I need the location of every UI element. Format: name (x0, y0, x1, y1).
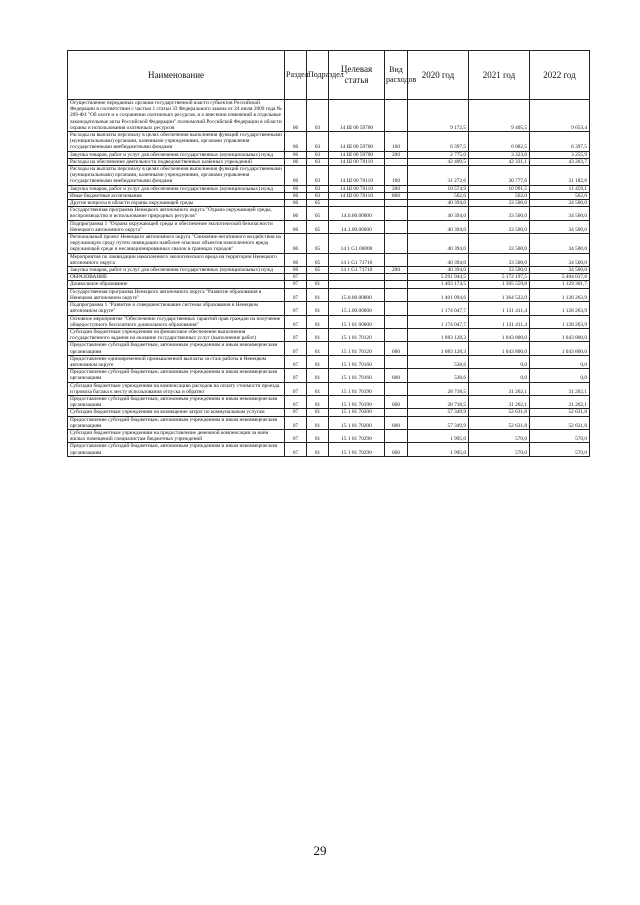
cell-target: 14.1.00.00000 (329, 220, 385, 233)
cell-sec: 06 (285, 192, 307, 199)
cell-sub: 03 (307, 132, 329, 152)
cell-sub: 01 (307, 429, 329, 442)
cell-sec: 07 (285, 409, 307, 416)
cell-sub: 05 (307, 234, 329, 254)
cell-target: 15 1 01 70200 (329, 416, 385, 429)
cell-y2020: 28 718,5 (408, 382, 469, 395)
cell-sec: 06 (285, 234, 307, 254)
cell-type (385, 409, 408, 416)
cell-sub: 03 (307, 151, 329, 158)
cell-y2021: 3 323,0 (469, 151, 530, 158)
cell-name: Подпрограмма 1 "Развитие и совершенствование системы образования в Ненецком автономном округе" (68, 302, 285, 315)
cell-type: 200 (385, 267, 408, 274)
cell-y2020: 6 397,5 (408, 132, 469, 152)
cell-name: Другие вопросы в области охраны окружающей среды (68, 200, 285, 207)
table-row (68, 409, 590, 416)
col-header-subsection: Подраздел (307, 51, 329, 100)
cell-target: 14 1 G1 71710 (329, 253, 385, 266)
table-row (68, 100, 590, 132)
table-row (68, 342, 590, 355)
cell-y2022: 34 500,0 (530, 267, 590, 274)
cell-sec: 07 (285, 443, 307, 456)
cell-sub: 01 (307, 416, 329, 429)
cell-sec: 06 (285, 267, 307, 274)
cell-y2021: 33 500,0 (469, 253, 530, 266)
cell-name: Региональный проект Ненецкого автономного округа "Снижение негативного воздействия на окружающую среду путем ликвидации наиболее опасных объектов накопленного вреда окружающей среде и несанкционированных свалок в границах городов" (68, 234, 285, 254)
cell-target: 15 1 01 70290 (329, 443, 385, 456)
cell-y2021: 1 364 522,0 (469, 288, 530, 301)
table-row (68, 416, 590, 429)
cell-target: 14 1 G1 71710 (329, 267, 385, 274)
cell-type (385, 328, 408, 341)
cell-type (385, 253, 408, 266)
table-row (68, 443, 590, 456)
cell-y2022: 1 043 800,0 (530, 342, 590, 355)
cell-y2021: 9 405,5 (469, 100, 530, 132)
cell-type (385, 200, 408, 207)
cell-type: 100 (385, 166, 408, 186)
cell-name: Предоставление субсидий бюджетным, автономным учреждениям и иным некоммерческим организациям (68, 369, 285, 382)
cell-sub: 05 (307, 267, 329, 274)
cell-sub: 01 (307, 288, 329, 301)
cell-name: Дошкольное образование (68, 281, 285, 288)
cell-y2020: 1 995,0 (408, 429, 469, 442)
cell-type: 600 (385, 395, 408, 408)
cell-y2022: 34 500,0 (530, 200, 590, 207)
cell-y2022: 570,0 (530, 429, 590, 442)
table-row (68, 207, 590, 220)
cell-sec: 07 (285, 274, 307, 281)
table-header-row (68, 51, 590, 100)
cell-sub: 01 (307, 382, 329, 395)
cell-sec: 07 (285, 416, 307, 429)
cell-y2021: 33 500,0 (469, 234, 530, 254)
cell-y2022: 570,0 (530, 443, 590, 456)
cell-target: 15 1 01 70120 (329, 328, 385, 341)
cell-y2022: 3 255,9 (530, 151, 590, 158)
cell-sub: 01 (307, 328, 329, 341)
cell-y2020: 1 174 047,7 (408, 302, 469, 315)
cell-y2020: 2 775,0 (408, 151, 469, 158)
cell-y2021: 33 500,0 (469, 200, 530, 207)
cell-name: Субсидии бюджетным учреждениям на компенсацию расходов на оплату стоимости проезда и провоза багажа к месту использования отпуска и обратно (68, 382, 285, 395)
cell-type (385, 234, 408, 254)
cell-type: 600 (385, 369, 408, 382)
cell-type (385, 100, 408, 132)
cell-sec: 07 (285, 355, 307, 368)
cell-name: Государственная программа Ненецкого автономного округа "Охрана окружающей среды, воспроизводство и использование природных ресурсов" (68, 207, 285, 220)
cell-y2021: 31 262,1 (469, 395, 530, 408)
table-row (68, 288, 590, 301)
page-number: 29 (313, 843, 327, 858)
cell-type (385, 302, 408, 315)
cell-y2022: 34 500,0 (530, 207, 590, 220)
cell-sub: 01 (307, 355, 329, 368)
table-row (68, 132, 590, 152)
cell-sec: 07 (285, 342, 307, 355)
cell-sec: 07 (285, 281, 307, 288)
cell-type (385, 220, 408, 233)
cell-y2021: 1 365 559,8 (469, 281, 530, 288)
table-row (68, 267, 590, 274)
cell-target: 15 1 01 70190 (329, 395, 385, 408)
cell-y2020: 40 394,0 (408, 253, 469, 266)
cell-y2022: 1 128 263,9 (530, 288, 590, 301)
cell-sec: 06 (285, 200, 307, 207)
cell-sec: 06 (285, 207, 307, 220)
cell-y2021: 562,0 (469, 192, 530, 199)
cell-name: Субсидии бюджетным учреждениям на предоставление денежной компенсации за наём жилых помещений специалистам бюджетных учреждений (68, 429, 285, 442)
cell-type (385, 355, 408, 368)
col-header-name: Наименование (68, 51, 285, 100)
col-header-2021: 2021 год (469, 51, 530, 100)
cell-target (329, 281, 385, 288)
cell-sec: 07 (285, 315, 307, 328)
cell-y2020: 40 394,0 (408, 200, 469, 207)
table-row (68, 220, 590, 233)
cell-y2020: 40 394,0 (408, 220, 469, 233)
cell-sub: 01 (307, 395, 329, 408)
cell-sub: 01 (307, 342, 329, 355)
table-row (68, 369, 590, 382)
table-row (68, 192, 590, 199)
cell-type (385, 429, 408, 442)
cell-type (385, 158, 408, 165)
cell-sec: 07 (285, 369, 307, 382)
cell-target: 14 Ш 00 70110 (329, 166, 385, 186)
cell-name: Предоставление единовременной промышленной выплаты за стаж работы в Ненецком автономном округе (68, 355, 285, 368)
cell-type (385, 281, 408, 288)
cell-sub: 03 (307, 100, 329, 132)
cell-sec: 06 (285, 253, 307, 266)
cell-y2021: 31 262,1 (469, 382, 530, 395)
col-header-target: Целевая статья (329, 51, 385, 100)
cell-sub (307, 274, 329, 281)
cell-target: 14 Ш 00 70110 (329, 192, 385, 199)
table-row (68, 158, 590, 165)
cell-y2020: 40 394,0 (408, 207, 469, 220)
cell-y2022: 34 500,0 (530, 253, 590, 266)
cell-y2021: 33 500,0 (469, 207, 530, 220)
cell-target: 14 1 G1 00000 (329, 234, 385, 254)
cell-y2022: 31 262,1 (530, 382, 590, 395)
cell-y2020: 562,0 (408, 192, 469, 199)
cell-y2021: 1 043 800,0 (469, 328, 530, 341)
table-row (68, 355, 590, 368)
cell-y2021: 52 631,8 (469, 409, 530, 416)
cell-sub: 01 (307, 302, 329, 315)
cell-y2020: 57 349,9 (408, 409, 469, 416)
cell-y2022: 1 128 263,9 (530, 302, 590, 315)
cell-y2021: 33 500,0 (469, 267, 530, 274)
cell-name: Предоставление субсидий бюджетным, автономным учреждениям и иным некоммерческим организациям (68, 395, 285, 408)
cell-y2021: 1 043 800,0 (469, 342, 530, 355)
cell-name: Осуществление переданных органам государственной власти субъектов Российской Федерации в соответствии с частью 1 статьи 33 Федерального закона от 24 июля 2009 года № 209-ФЗ "Об охоте и о сохранении охотничьих ресурсов, и о внесении изменений в отдельные законодательные акты Российской Федерации" полномочий Российской Федерации в области охраны и использования охотничьих ресурсов (68, 100, 285, 132)
table-row (68, 166, 590, 186)
cell-type: 600 (385, 443, 408, 456)
cell-y2022: 34 500,0 (530, 234, 590, 254)
cell-name: Иные бюджетные ассигнования (68, 192, 285, 199)
table-body (68, 100, 590, 457)
table-row (68, 281, 590, 288)
table-row (68, 302, 590, 315)
cell-sub: 01 (307, 443, 329, 456)
cell-sec: 06 (285, 151, 307, 158)
cell-y2022: 9 653,4 (530, 100, 590, 132)
cell-name: Субсидии бюджетным учреждениям на возмещение затрат по коммунальным услугам (68, 409, 285, 416)
cell-y2020: 538,6 (408, 369, 469, 382)
cell-y2022: 52 631,8 (530, 416, 590, 429)
col-header-2020: 2020 год (408, 51, 469, 100)
cell-y2022: 1 129 301,7 (530, 281, 590, 288)
table-row (68, 185, 590, 192)
cell-y2021: 6 082,5 (469, 132, 530, 152)
cell-target: 14.0.00.00000 (329, 207, 385, 220)
table-row (68, 274, 590, 281)
table-row (68, 151, 590, 158)
table-row (68, 382, 590, 395)
cell-y2022: 34 500,0 (530, 220, 590, 233)
col-header-section: Раздел (285, 51, 307, 100)
cell-y2022: 1 128 263,9 (530, 315, 590, 328)
cell-sub: 01 (307, 369, 329, 382)
cell-sec: 06 (285, 158, 307, 165)
budget-table (67, 50, 590, 457)
cell-target: 15 1 01 70190 (329, 382, 385, 395)
cell-y2020: 538,6 (408, 355, 469, 368)
cell-target: 15.0.00.00000 (329, 288, 385, 301)
cell-type (385, 288, 408, 301)
cell-type (385, 207, 408, 220)
cell-y2021: 52 631,8 (469, 416, 530, 429)
cell-target: 14 Ш 00 59700 (329, 132, 385, 152)
cell-y2021: 5 172 197,5 (469, 274, 530, 281)
cell-y2021: 33 500,0 (469, 220, 530, 233)
cell-target: 15 1 01 70120 (329, 342, 385, 355)
cell-y2020: 40 394,0 (408, 267, 469, 274)
cell-name: Закупка товаров, работ и услуг для обеспечения государственных (муниципальных) нужд (68, 185, 285, 192)
table-row (68, 328, 590, 341)
cell-y2020: 42 409,5 (408, 158, 469, 165)
cell-y2021: 10 991,5 (469, 185, 530, 192)
cell-name: ОБРАЗОВАНИЕ (68, 274, 285, 281)
cell-y2021: 570,0 (469, 429, 530, 442)
cell-y2022: 0,0 (530, 369, 590, 382)
cell-type: 200 (385, 185, 408, 192)
cell-name: Субсидии бюджетным учреждениям на финансовое обеспечение выполнения государственного задания на оказание государственных услуг (выполнение работ) (68, 328, 285, 341)
cell-y2020: 1 995,0 (408, 443, 469, 456)
cell-name: Мероприятия по ликвидации накопленного экологического вреда на территории Ненецкого автономного округа (68, 253, 285, 266)
cell-type: 800 (385, 192, 408, 199)
cell-sec: 06 (285, 132, 307, 152)
cell-y2022: 0,0 (530, 355, 590, 368)
cell-y2022: 6 397,5 (530, 132, 590, 152)
cell-name: Закупка товаров, работ и услуг для обеспечения государственных (муниципальных) нужд (68, 151, 285, 158)
cell-type: 600 (385, 342, 408, 355)
cell-target (329, 274, 385, 281)
table-row (68, 395, 590, 408)
cell-sec: 07 (285, 288, 307, 301)
cell-sub: 03 (307, 192, 329, 199)
cell-type (385, 315, 408, 328)
cell-sec: 07 (285, 328, 307, 341)
cell-name: Предоставление субсидий бюджетным, автономным учреждениям и иным некоммерческим организациям (68, 342, 285, 355)
cell-y2022: 5 404 017,6 (530, 274, 590, 281)
cell-y2020: 10 574,9 (408, 185, 469, 192)
cell-target: 14 Ш 00 70110 (329, 185, 385, 192)
cell-target: 15 1 01 00000 (329, 315, 385, 328)
cell-name: Расходы на выплаты персоналу в целях обеспечения выполнения функций государственными (муниципальными) органами, казенными учреждениями, органами управления государственными внебюджетными фондами (68, 166, 285, 186)
cell-name: Основное мероприятие "Обеспечение государственных гарантий прав граждан на получение общедоступного бесплатного дошкольного образования" (68, 315, 285, 328)
cell-y2022: 562,0 (530, 192, 590, 199)
cell-y2020: 1 174 047,7 (408, 315, 469, 328)
table-row (68, 429, 590, 442)
cell-y2022: 52 631,8 (530, 409, 590, 416)
cell-y2022: 11 459,1 (530, 185, 590, 192)
col-header-exp-type: Вид расходов (385, 51, 408, 100)
cell-y2022: 31 262,1 (530, 395, 590, 408)
cell-sub: 03 (307, 158, 329, 165)
cell-y2020: 1 403 174,5 (408, 281, 469, 288)
cell-target: 15.1.00.00000 (329, 302, 385, 315)
cell-y2020: 28 718,5 (408, 395, 469, 408)
cell-sub: 03 (307, 166, 329, 186)
cell-sub: 03 (307, 185, 329, 192)
table-row (68, 234, 590, 254)
cell-target: 14 Ш 00 59700 (329, 100, 385, 132)
cell-y2020: 1 083 128,3 (408, 328, 469, 341)
cell-y2022: 1 043 800,0 (530, 328, 590, 341)
cell-sub: 05 (307, 207, 329, 220)
cell-y2020: 40 394,0 (408, 234, 469, 254)
cell-y2020: 1 401 094,6 (408, 288, 469, 301)
table-row (68, 253, 590, 266)
cell-sec: 07 (285, 302, 307, 315)
cell-y2021: 1 131 411,4 (469, 302, 530, 315)
cell-sec: 06 (285, 185, 307, 192)
cell-sec: 06 (285, 100, 307, 132)
cell-y2020: 31 272,6 (408, 166, 469, 186)
cell-name: Подпрограмма 1 "Охрана окружающей среды и обеспечение экологической безопасности Ненецкого автономного округа" (68, 220, 285, 233)
cell-target: 14 Ш 00 70110 (329, 158, 385, 165)
cell-name: Предоставление субсидий бюджетным, автономным учреждениям и иным некоммерческим организациям (68, 443, 285, 456)
cell-sub: 01 (307, 315, 329, 328)
cell-y2021: 1 131 411,4 (469, 315, 530, 328)
cell-sub: 01 (307, 409, 329, 416)
cell-name: Расходы на обеспечение деятельности подведомственных казённых учреждений (68, 158, 285, 165)
cell-sec: 06 (285, 166, 307, 186)
cell-sec: 07 (285, 429, 307, 442)
cell-y2021: 42 331,1 (469, 158, 530, 165)
cell-name: Расходы на выплаты персоналу в целях обеспечения выполнения функций государственными (муниципальными) органами, казенными учреждениями, органами управления государственными внебюджетными фондами (68, 132, 285, 152)
cell-target: 15 1 01 70200 (329, 409, 385, 416)
col-header-2022: 2022 год (530, 51, 590, 100)
cell-sec: 06 (285, 220, 307, 233)
table-row (68, 315, 590, 328)
cell-type: 100 (385, 132, 408, 152)
cell-type (385, 382, 408, 395)
cell-sec: 07 (285, 382, 307, 395)
cell-target: 15 1 01 70160 (329, 369, 385, 382)
cell-name: Предоставление субсидий бюджетным, автономным учреждениям и иным некоммерческим организациям (68, 416, 285, 429)
cell-target: 15 1 01 70160 (329, 355, 385, 368)
cell-y2020: 57 349,9 (408, 416, 469, 429)
cell-y2020: 9 172,5 (408, 100, 469, 132)
cell-sub: 05 (307, 253, 329, 266)
cell-sub: 05 (307, 200, 329, 207)
cell-y2021: 570,0 (469, 443, 530, 456)
cell-name: Государственная программа Ненецкого автономного округа "Развитие образования в Ненецком автономном округе" (68, 288, 285, 301)
cell-target: 14 Ш 00 59700 (329, 151, 385, 158)
cell-target: 15 1 01 70290 (329, 429, 385, 442)
cell-sub: 05 (307, 220, 329, 233)
cell-y2021: 0,0 (469, 369, 530, 382)
cell-y2020: 1 083 128,3 (408, 342, 469, 355)
cell-sub: 01 (307, 281, 329, 288)
table-row (68, 200, 590, 207)
cell-y2021: 30 777,6 (469, 166, 530, 186)
cell-y2022: 31 182,6 (530, 166, 590, 186)
cell-y2020: 5 291 944,5 (408, 274, 469, 281)
cell-type: 600 (385, 416, 408, 429)
cell-target (329, 200, 385, 207)
cell-y2022: 43 203,7 (530, 158, 590, 165)
cell-y2021: 0,0 (469, 355, 530, 368)
cell-sec: 07 (285, 395, 307, 408)
cell-name: Закупка товаров, работ и услуг для обеспечения государственных (муниципальных) нужд (68, 267, 285, 274)
cell-type: 200 (385, 151, 408, 158)
cell-type (385, 274, 408, 281)
